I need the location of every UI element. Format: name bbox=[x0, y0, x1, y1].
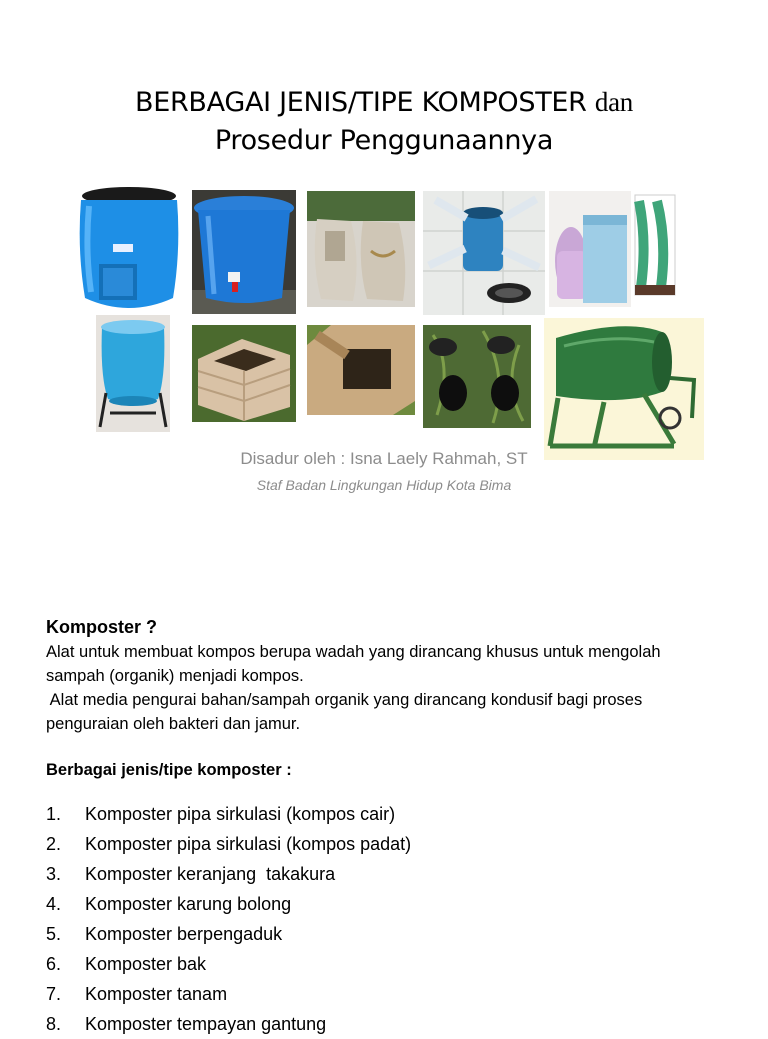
list-item bbox=[46, 859, 411, 889]
composter-types-list bbox=[46, 799, 411, 1039]
list-item-number: 2. bbox=[46, 834, 62, 854]
photo-wooden-box-composter bbox=[307, 325, 415, 415]
list-item-number: 5. bbox=[46, 924, 62, 944]
photo-basket-bin-composters bbox=[549, 191, 679, 307]
credit-author: Disadur oleh : Isna Laely Rahmah, ST bbox=[240, 449, 528, 468]
list-item bbox=[46, 949, 411, 979]
list-item-text: Komposter tempayan gantung bbox=[85, 1014, 327, 1034]
title-line-1-text: BERBAGAI JENIS/TIPE KOMPOSTER bbox=[134, 87, 595, 118]
photo-rotating-drum-composter bbox=[544, 318, 704, 460]
photo-blue-drum-composter bbox=[75, 186, 183, 314]
title-line-2: Prosedur Penggunaannya bbox=[214, 125, 554, 156]
definition-para1-line1: Alat untuk membuat kompos berupa wadah yang dirancang khusus untuk mengolah bbox=[46, 643, 661, 661]
list-item bbox=[46, 829, 411, 859]
definition-para2-line2: penguraian oleh bakteri dan jamur. bbox=[46, 715, 301, 733]
credit-affiliation: Staf Badan Lingkungan Hidup Kota Bima bbox=[256, 477, 512, 493]
list-item bbox=[46, 979, 411, 1009]
title-line-1 bbox=[0, 83, 768, 122]
definition-para1-line2: sampah (organik) menjadi kompos. bbox=[46, 667, 304, 685]
list-item-text: Komposter pipa sirkulasi (kompos cair) bbox=[85, 804, 396, 824]
list-item-text: Komposter karung bolong bbox=[85, 894, 292, 914]
list-item-number: 1. bbox=[46, 804, 62, 824]
photo-pipe-circulation-composter bbox=[423, 191, 545, 315]
definition-para2-line1: Alat media pengurai bahan/sampah organik yang dirancang kondusif bagi proses bbox=[46, 691, 643, 709]
page-title bbox=[0, 83, 768, 160]
list-item bbox=[46, 889, 411, 919]
title-dan: dan bbox=[594, 87, 634, 117]
list-item-number: 7. bbox=[46, 984, 62, 1004]
list-item bbox=[46, 799, 411, 829]
list-item-text: Komposter bak bbox=[85, 954, 207, 974]
list-item-number: 8. bbox=[46, 1014, 62, 1034]
list-item-number: 3. bbox=[46, 864, 62, 884]
photo-buried-composter-pits bbox=[423, 325, 531, 428]
list-item-number: 6. bbox=[46, 954, 62, 974]
list-item-text: Komposter pipa sirkulasi (kompos padat) bbox=[85, 834, 412, 854]
photo-brick-box-composter bbox=[192, 325, 296, 422]
list-item-text: Komposter keranjang takakura bbox=[85, 864, 336, 884]
photo-sack-composters bbox=[307, 191, 415, 307]
list-item bbox=[46, 1009, 411, 1039]
types-heading: Berbagai jenis/tipe komposter : bbox=[46, 761, 292, 779]
list-item bbox=[46, 919, 411, 949]
definition-section bbox=[46, 614, 746, 736]
list-item-number: 4. bbox=[46, 894, 62, 914]
list-item-text: Komposter tanam bbox=[85, 984, 228, 1004]
photo-blue-bucket-composter bbox=[192, 190, 296, 314]
list-item-text: Komposter berpengaduk bbox=[85, 924, 283, 944]
photo-bucket-on-stand-composter bbox=[96, 315, 170, 432]
definition-heading: Komposter ? bbox=[46, 617, 158, 637]
